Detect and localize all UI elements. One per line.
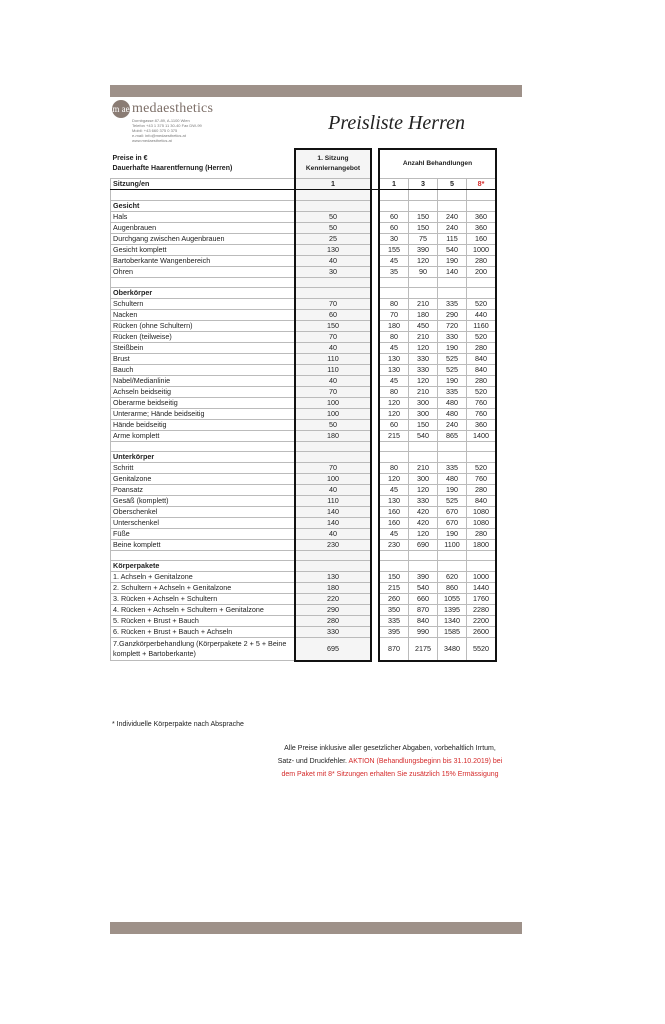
package-price: 75 <box>409 233 438 244</box>
package-price: 90 <box>409 266 438 277</box>
first-session-price: 230 <box>295 539 371 550</box>
package-price: 215 <box>379 582 409 593</box>
row-label: 6. Rücken + Brust + Bauch + Achseln <box>111 626 296 637</box>
table-row <box>111 539 497 550</box>
first-session-price: 110 <box>295 364 371 375</box>
first-session-price: 50 <box>295 419 371 430</box>
table-row <box>111 604 497 615</box>
legal-line1: Alle Preise inklusive aller gesetzlicher Abgaben, vorbehaltlich Irrtum, <box>284 745 496 752</box>
package-price: 1340 <box>438 615 467 626</box>
package-price: 120 <box>379 408 409 419</box>
table-row <box>111 298 497 309</box>
count-header: 1 <box>379 179 409 190</box>
row-label: Beine komplett <box>111 539 296 550</box>
package-price: 1760 <box>467 593 497 604</box>
package-price: 140 <box>438 266 467 277</box>
package-price: 280 <box>467 484 497 495</box>
package-price: 1440 <box>467 582 497 593</box>
package-price: 45 <box>379 528 409 539</box>
row-label: Oberschenkel <box>111 506 296 517</box>
package-price: 335 <box>438 462 467 473</box>
row-label: Ohren <box>111 266 296 277</box>
row-label: Füße <box>111 528 296 539</box>
table-row <box>111 408 497 419</box>
first-session-price: 110 <box>295 353 371 364</box>
table-row <box>111 593 497 604</box>
row-label: Steißbein <box>111 342 296 353</box>
package-price: 210 <box>409 386 438 397</box>
first-session-price: 280 <box>295 615 371 626</box>
package-price: 2280 <box>467 604 497 615</box>
first-session-line1: 1. Sitzung <box>317 155 349 162</box>
service-title: Dauerhafte Haarentfernung (Herren) <box>112 164 233 172</box>
first-session-price: 40 <box>295 484 371 495</box>
table-row <box>111 375 497 386</box>
package-price: 280 <box>467 528 497 539</box>
first-session-count: 1 <box>295 179 371 190</box>
row-label: 5. Rücken + Brust + Bauch <box>111 615 296 626</box>
package-price: 520 <box>467 462 497 473</box>
section-row <box>111 287 497 298</box>
package-price: 2175 <box>409 637 438 661</box>
package-price: 45 <box>379 484 409 495</box>
package-price: 210 <box>409 298 438 309</box>
first-session-price: 140 <box>295 506 371 517</box>
package-price: 480 <box>438 397 467 408</box>
table-row <box>111 244 497 255</box>
package-price: 760 <box>467 473 497 484</box>
package-price: 440 <box>467 309 497 320</box>
row-label: Rücken (ohne Schultern) <box>111 320 296 331</box>
package-price: 80 <box>379 298 409 309</box>
first-session-header <box>295 149 371 179</box>
brand-address: Dornbgasse 87-89, A-1100 Wien Telefon +43 1 375 11 30-40 Fax DW-99 Mobil: +43 660 375 0 375 e-mail: info@medaesthetics.at www.medaesthetics.at <box>132 118 202 143</box>
first-session-line2: Kennlernangebot <box>305 165 361 172</box>
package-price: 120 <box>409 342 438 353</box>
package-price: 670 <box>438 506 467 517</box>
package-price: 280 <box>467 375 497 386</box>
first-session-price: 110 <box>295 495 371 506</box>
package-price: 120 <box>379 473 409 484</box>
package-price: 155 <box>379 244 409 255</box>
package-price: 330 <box>438 331 467 342</box>
table-row <box>111 320 497 331</box>
table-row <box>111 419 497 430</box>
first-session-price: 50 <box>295 222 371 233</box>
table-row <box>111 626 497 637</box>
package-price: 70 <box>379 309 409 320</box>
package-price: 420 <box>409 517 438 528</box>
table-row <box>111 462 497 473</box>
table-row <box>111 430 497 441</box>
package-price: 45 <box>379 375 409 386</box>
row-label: Poansatz <box>111 484 296 495</box>
package-price: 190 <box>438 528 467 539</box>
package-price: 5520 <box>467 637 497 661</box>
package-price: 300 <box>409 397 438 408</box>
table-row <box>111 484 497 495</box>
package-price: 35 <box>379 266 409 277</box>
table-row <box>111 353 497 364</box>
package-price: 190 <box>438 484 467 495</box>
first-session-price: 180 <box>295 582 371 593</box>
first-session-price: 180 <box>295 430 371 441</box>
package-price: 1800 <box>467 539 497 550</box>
row-label: Brust <box>111 353 296 364</box>
package-price: 210 <box>409 331 438 342</box>
first-session-price: 70 <box>295 298 371 309</box>
row-label: Genitalzone <box>111 473 296 484</box>
promo-text: AKTION (Behandlungsbeginn bis 31.10.2019) bei <box>348 758 503 765</box>
section-title: Gesicht <box>111 200 296 211</box>
table-header-label <box>111 149 296 179</box>
first-session-price: 290 <box>295 604 371 615</box>
first-session-price: 330 <box>295 626 371 637</box>
package-price: 60 <box>379 419 409 430</box>
brand-logo <box>112 100 312 150</box>
legal-line2: Satz- und Druckfehler. <box>277 758 349 765</box>
package-price: 660 <box>409 593 438 604</box>
row-label: Hände beidseitig <box>111 419 296 430</box>
row-label: Nabel/Medianlinie <box>111 375 296 386</box>
package-price: 2200 <box>467 615 497 626</box>
package-price: 130 <box>379 495 409 506</box>
table-row <box>111 473 497 484</box>
row-label: Gesäß (komplett) <box>111 495 296 506</box>
first-session-price: 40 <box>295 342 371 353</box>
package-price: 120 <box>409 255 438 266</box>
row-label: Schritt <box>111 462 296 473</box>
package-price: 480 <box>438 408 467 419</box>
row-label: Durchgang zwischen Augenbrauen <box>111 233 296 244</box>
treatments-header: Anzahl Behandlungen <box>379 149 496 179</box>
currency-note: Preise in € <box>112 154 148 162</box>
package-price: 120 <box>409 484 438 495</box>
package-price: 860 <box>438 582 467 593</box>
package-price: 120 <box>409 528 438 539</box>
package-price: 120 <box>409 375 438 386</box>
table-row <box>111 637 497 661</box>
package-price: 690 <box>409 539 438 550</box>
package-price: 240 <box>438 211 467 222</box>
table-row <box>111 266 497 277</box>
row-label: 4. Rücken + Achseln + Schultern + Genitalzone <box>111 604 296 615</box>
package-price: 335 <box>438 386 467 397</box>
first-session-price: 25 <box>295 233 371 244</box>
package-price: 760 <box>467 397 497 408</box>
first-session-price: 60 <box>295 309 371 320</box>
first-session-price: 70 <box>295 331 371 342</box>
row-label: Bartoberkante Wangenbereich <box>111 255 296 266</box>
package-price: 870 <box>409 604 438 615</box>
package-price: 215 <box>379 430 409 441</box>
package-price: 230 <box>379 539 409 550</box>
package-price: 330 <box>409 364 438 375</box>
table-row <box>111 342 497 353</box>
first-session-price: 70 <box>295 386 371 397</box>
table-row <box>111 571 497 582</box>
package-price: 335 <box>438 298 467 309</box>
package-price: 520 <box>467 331 497 342</box>
package-price: 720 <box>438 320 467 331</box>
package-price: 520 <box>467 386 497 397</box>
package-price: 30 <box>379 233 409 244</box>
count-header: 3 <box>409 179 438 190</box>
table-row <box>111 397 497 408</box>
package-price: 180 <box>379 320 409 331</box>
package-price: 120 <box>379 397 409 408</box>
package-price: 1080 <box>467 517 497 528</box>
brand-name: medaesthetics <box>132 101 214 116</box>
row-label: Augenbrauen <box>111 222 296 233</box>
package-price: 160 <box>467 233 497 244</box>
package-price: 300 <box>409 408 438 419</box>
package-price: 160 <box>379 517 409 528</box>
table-row <box>111 309 497 320</box>
package-price: 525 <box>438 495 467 506</box>
section-title: Oberkörper <box>111 287 296 298</box>
package-price: 335 <box>379 615 409 626</box>
package-price: 840 <box>467 353 497 364</box>
package-price: 360 <box>467 211 497 222</box>
spacer-row <box>111 441 497 451</box>
row-label: Unterschenkel <box>111 517 296 528</box>
package-price: 840 <box>467 364 497 375</box>
row-label: Rücken (teilweise) <box>111 331 296 342</box>
count-header: 8* <box>467 179 497 190</box>
row-label: Arme komplett <box>111 430 296 441</box>
package-price: 990 <box>409 626 438 637</box>
package-price: 240 <box>438 222 467 233</box>
first-session-price: 40 <box>295 255 371 266</box>
section-row <box>111 560 497 571</box>
top-decor-bar <box>110 85 522 97</box>
package-price: 180 <box>409 309 438 320</box>
table-row <box>111 233 497 244</box>
package-price: 150 <box>379 571 409 582</box>
legal-notice <box>240 742 540 781</box>
first-session-price: 100 <box>295 473 371 484</box>
package-price: 190 <box>438 375 467 386</box>
package-price: 60 <box>379 211 409 222</box>
package-price: 130 <box>379 364 409 375</box>
table-row <box>111 506 497 517</box>
package-price: 540 <box>409 430 438 441</box>
first-session-price: 695 <box>295 637 371 661</box>
table-row <box>111 528 497 539</box>
package-price: 130 <box>379 353 409 364</box>
row-label: Achseln beidseitig <box>111 386 296 397</box>
package-price: 45 <box>379 342 409 353</box>
package-price: 160 <box>379 506 409 517</box>
table-row <box>111 331 497 342</box>
spacer-row <box>111 550 497 560</box>
package-price: 420 <box>409 506 438 517</box>
promo-line: dem Paket mit 8* Sitzungen erhalten Sie zusätzlich 15% Ermässigung <box>281 771 499 778</box>
row-label: Schultern <box>111 298 296 309</box>
package-price: 330 <box>409 353 438 364</box>
package-price: 300 <box>409 473 438 484</box>
row-label: Gesicht komplett <box>111 244 296 255</box>
section-title: Körperpakete <box>111 560 296 571</box>
row-label: Unterarme; Hände beidseitig <box>111 408 296 419</box>
first-session-price: 30 <box>295 266 371 277</box>
package-price: 360 <box>467 419 497 430</box>
logo-emblem-icon: m ae <box>112 100 130 118</box>
package-price: 350 <box>379 604 409 615</box>
section-title: Unterkörper <box>111 451 296 462</box>
row-label: 3. Rücken + Achseln + Schultern <box>111 593 296 604</box>
first-session-price: 50 <box>295 211 371 222</box>
package-price: 540 <box>438 244 467 255</box>
package-price: 865 <box>438 430 467 441</box>
package-price: 210 <box>409 462 438 473</box>
package-price: 450 <box>409 320 438 331</box>
table-row <box>111 386 497 397</box>
package-price: 330 <box>409 495 438 506</box>
package-price: 80 <box>379 462 409 473</box>
package-price: 540 <box>409 582 438 593</box>
row-label: 2. Schultern + Achseln + Genitalzone <box>111 582 296 593</box>
package-price: 1100 <box>438 539 467 550</box>
spacer-row <box>111 190 497 201</box>
first-session-price: 100 <box>295 408 371 419</box>
package-price: 260 <box>379 593 409 604</box>
first-session-price: 220 <box>295 593 371 604</box>
package-price: 525 <box>438 353 467 364</box>
package-price: 840 <box>409 615 438 626</box>
table-row <box>111 495 497 506</box>
package-price: 150 <box>409 222 438 233</box>
package-price: 80 <box>379 386 409 397</box>
package-price: 525 <box>438 364 467 375</box>
first-session-price: 140 <box>295 517 371 528</box>
package-price: 280 <box>467 342 497 353</box>
row-label: Nacken <box>111 309 296 320</box>
package-price: 60 <box>379 222 409 233</box>
first-session-price: 40 <box>295 528 371 539</box>
package-price: 1395 <box>438 604 467 615</box>
package-price: 80 <box>379 331 409 342</box>
table-row <box>111 255 497 266</box>
first-session-price: 130 <box>295 244 371 255</box>
row-label: Oberarme beidseitig <box>111 397 296 408</box>
package-price: 620 <box>438 571 467 582</box>
package-price: 280 <box>467 255 497 266</box>
table-row <box>111 364 497 375</box>
package-price: 670 <box>438 517 467 528</box>
price-table <box>110 148 497 662</box>
table-row <box>111 211 497 222</box>
bottom-decor-bar <box>110 922 522 934</box>
first-session-price: 70 <box>295 462 371 473</box>
package-price: 150 <box>409 211 438 222</box>
section-row <box>111 200 497 211</box>
package-price: 45 <box>379 255 409 266</box>
first-session-price: 100 <box>295 397 371 408</box>
package-price: 1160 <box>467 320 497 331</box>
section-row <box>111 451 497 462</box>
package-price: 360 <box>467 222 497 233</box>
package-price: 870 <box>379 637 409 661</box>
package-price: 240 <box>438 419 467 430</box>
footnote: * Individuelle Körperpakte nach Absprache <box>112 721 244 728</box>
package-price: 1000 <box>467 571 497 582</box>
package-price: 3480 <box>438 637 467 661</box>
spacer-row <box>111 277 497 287</box>
first-session-price: 150 <box>295 320 371 331</box>
package-price: 760 <box>467 408 497 419</box>
page-title: Preisliste Herren <box>328 112 465 134</box>
package-price: 1585 <box>438 626 467 637</box>
first-session-price: 40 <box>295 375 371 386</box>
package-price: 840 <box>467 495 497 506</box>
count-header: 5 <box>438 179 467 190</box>
row-label: Hals <box>111 211 296 222</box>
package-price: 2600 <box>467 626 497 637</box>
package-price: 150 <box>409 419 438 430</box>
table-row <box>111 517 497 528</box>
table-row <box>111 222 497 233</box>
table-row <box>111 615 497 626</box>
package-price: 480 <box>438 473 467 484</box>
package-price: 1000 <box>467 244 497 255</box>
package-price: 1055 <box>438 593 467 604</box>
package-price: 190 <box>438 342 467 353</box>
table-row <box>111 582 497 593</box>
row-label: 7.Ganzkörperbehandlung (Körperpakete 2 + 5 + Beine komplett + Bartoberkante) <box>111 637 296 661</box>
package-price: 290 <box>438 309 467 320</box>
package-price: 1080 <box>467 506 497 517</box>
package-price: 1400 <box>467 430 497 441</box>
package-price: 520 <box>467 298 497 309</box>
package-price: 115 <box>438 233 467 244</box>
package-price: 190 <box>438 255 467 266</box>
package-price: 390 <box>409 571 438 582</box>
package-price: 200 <box>467 266 497 277</box>
package-price: 395 <box>379 626 409 637</box>
row-label: 1. Achseln + Genitalzone <box>111 571 296 582</box>
package-price: 390 <box>409 244 438 255</box>
sessions-label: Sitzung/en <box>111 179 296 190</box>
first-session-price: 130 <box>295 571 371 582</box>
row-label: Bauch <box>111 364 296 375</box>
